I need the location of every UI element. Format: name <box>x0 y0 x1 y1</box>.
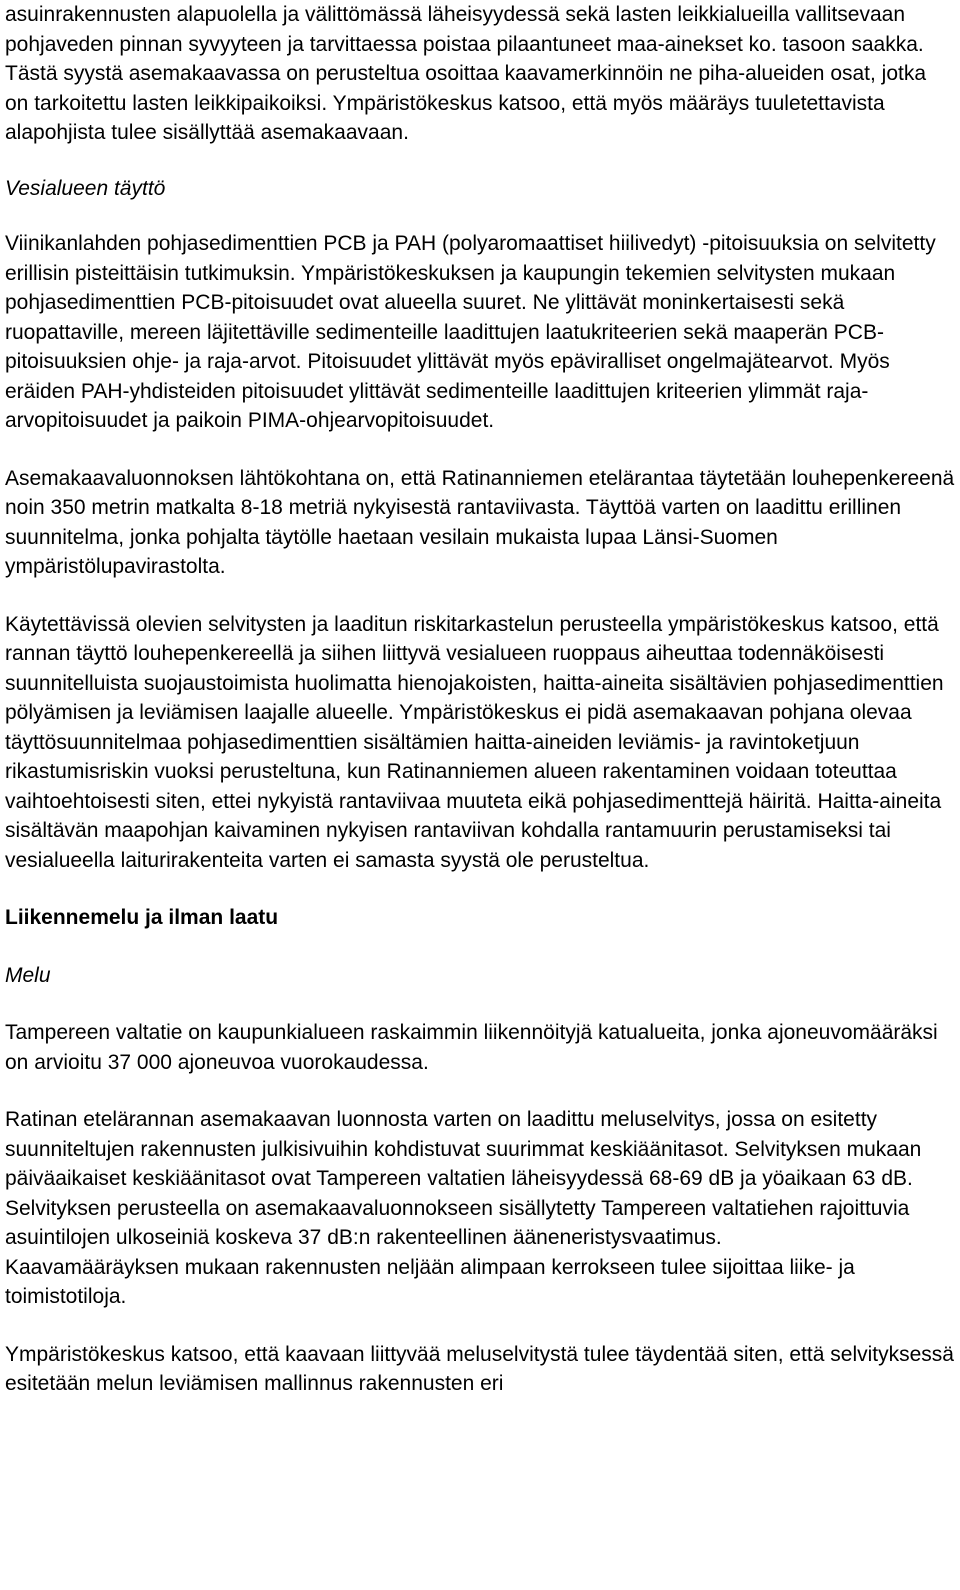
section-heading-liikennemelu: Liikennemelu ja ilman laatu <box>5 906 279 929</box>
paragraph-gap <box>5 1077 955 1105</box>
section-heading-melu: Melu <box>5 963 51 987</box>
paragraph-gap <box>5 203 955 229</box>
paragraph-gap <box>5 933 955 961</box>
paragraph-gap <box>5 1312 955 1340</box>
paragraph-gap <box>5 990 955 1018</box>
paragraph-valtatie: Tampereen valtatie on kaupunkialueen raskaimmin liikennöityjä katualueita, jonka ajoneuvomääräksi on arvioitu 37 000 ajoneuvoa vuorokaudessa. <box>5 1021 938 1074</box>
document-page <box>5 0 955 1399</box>
paragraph-meluselvitys: Ratinan etelärannan asemakaavan luonnosta varten on laadittu meluselvitys, jossa on esitetty suunniteltujen rakennusten julkisivuihin kohdistuvat suurimmat keskiäänitasot. Selvityksen mukaan päiväaikaiset keskiäänitasot ovat Tampereen valtatien läheisyydessä 68-69 dB ja yöaikaan 63 dB. Selvityksen perusteella on asemakaavaluonnokseen sisällytetty Tampereen valtatiehen rajoittuvia asuintilojen ulkoseiniä koskeva 37 dB:n rakenteellinen ääneneristysvaatimus. <box>5 1108 922 1249</box>
paragraph-kaytettavissa: Käytettävissä olevien selvitysten ja laaditun riskitarkastelun perusteella ympäristökeskus katsoo, että rannan täyttö louhepenkereellä ja siihen liittyvä vesialueen ruoppaus aiheuttaa todennäköisesti suunnitelluista suojaustoimista huolimatta hienojakoisten, haitta-aineita sisältävien pohjasedimenttien pölyämisen ja leviämisen laajalle alueelle. Ympäristökeskus ei pidä asemakaavan pohjana olevaa täyttösuunnitelmaa pohjasedimenttien sisältämien haitta-aineiden leviämis- ja ravintoketjuun rikastumisriskin vuoksi perusteltuna, kun Ratinanniemen alueen rakentaminen voidaan toteuttaa vaihtoehtoisesti siten, ettei nykyistä rantaviivaa muuteta eikä pohjasedimenttejä häiritä. Haitta-aineita sisältävän maapohjan kaivaminen nykyisen rantaviivan kohdalla rantamuurin perustamiseksi tai vesialueella laiturirakenteita varten ei samasta syystä ole perusteltua. <box>5 612 944 872</box>
section-heading-vesialue: Vesialueen täyttö <box>5 176 166 200</box>
paragraph-taydentaa: Ympäristökeskus katsoo, että kaavaan liittyvää meluselvitystä tulee täydentää siten, että selvityksessä esitetään melun leviämisen mallinnus rakennusten eri <box>5 1342 954 1395</box>
paragraph-gap <box>5 582 955 610</box>
paragraph-pcb: Viinikanlahden pohjasedimenttien PCB ja PAH (polyaromaattiset hiilivedyt) -pitoisuuksia on selvitetty erillisin pisteittäisin tutkimuksin. Ympäristökeskuksen ja kaupungin tekemien selvitysten mukaan pohjasedimenttien PCB-pitoisuudet ovat alueella suuret. Ne ylittävät moninkertaisesti sekä ruopattaville, mereen läjitettäville sedimenteille laadittujen laatukriteerien sekä maaperän PCB-pitoisuuksien ohje- ja raja-arvot. Pitoisuudet ylittävät myös epäviralliset ongelmajätearvot. Myös eräiden PAH-yhdisteiden pitoisuudet ylittävät sedimenteille laadittujen kriteerien ylimmät raja-arvopitoisuudet ja paikoin PIMA-ohjearvopitoisuudet. <box>5 232 936 432</box>
paragraph-gap <box>5 148 955 174</box>
paragraph-gap <box>5 436 955 464</box>
paragraph-lahtokohta: Asemakaavaluonnoksen lähtökohtana on, että Ratinanniemen etelärantaa täytetään louhepenkereenä noin 350 metrin matkalta 8-18 metriä nykyisestä rantaviivasta. Täyttöä varten on laadittu erillinen suunnitelma, jonka pohjalta täytölle haetaan vesilain mukaista lupaa Länsi-Suomen ympäristölupavirastolta. <box>5 466 955 578</box>
paragraph-intro: asuinrakennusten alapuolella ja välittömässä läheisyydessä sekä lasten leikkialueilla vallitsevaan pohjaveden pinnan syvyyteen ja tarvittaessa poistaa pilaantuneet maa-ainekset ko. tasoon saakka. Tästä syystä asemakaavassa on perusteltua osoittaa kaavamerkinnöin ne piha-alueiden osat, jotka on tarkoitettu lasten leikkipaikoiksi. Ympäristökeskus katsoo, että myös määräys tuuletettavista alapohjista tulee sisällyttää asemakaavaan. <box>5 3 927 144</box>
paragraph-kaavamaarays: Kaavamääräyksen mukaan rakennusten neljään alimpaan kerrokseen tulee sijoittaa liike- ja toimistotiloja. <box>5 1255 855 1308</box>
paragraph-gap <box>5 875 955 903</box>
